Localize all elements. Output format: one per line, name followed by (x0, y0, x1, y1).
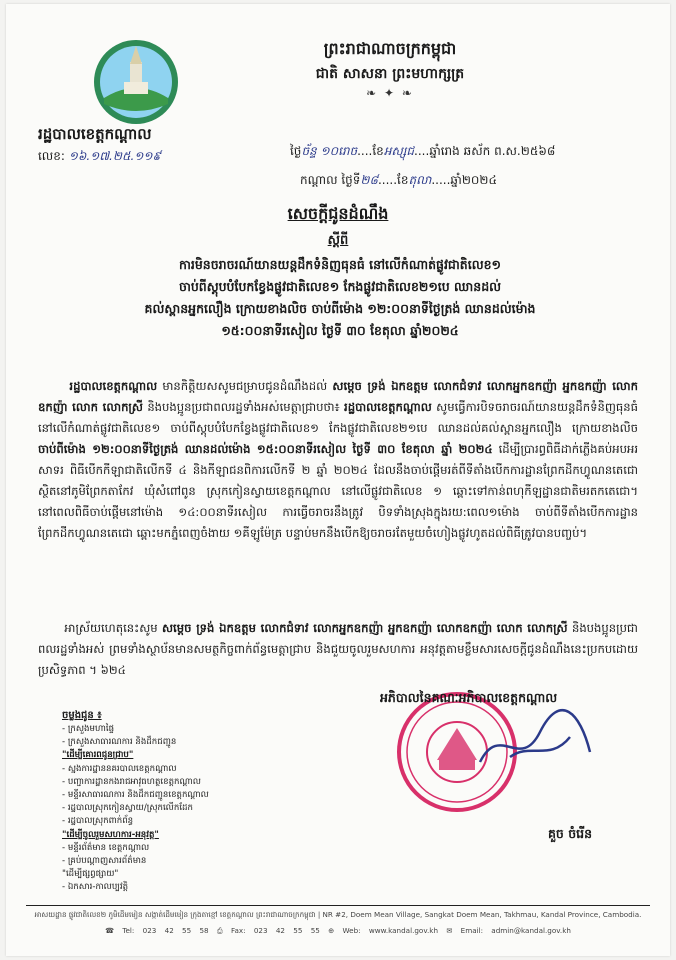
signature (470, 702, 600, 782)
footer-address: អាសយដ្ឋាន ផ្លូវជាតិលេខ២ ភូមិដើមមៀន សង្កាត់ដើមមៀន ក្រុងតាខ្មៅ ខេត្តកណ្តាល ព្រះរាជាណាចក្រកម្ពុជា | NR #2, Doem Mean Village, Sangkat Doem Mean, Takhmau, Kandal Province, Cambodia. (34, 910, 642, 919)
recipient-item: - ក្រសួងសាធារណការ និងដឹកជញ្ជូន (62, 737, 177, 748)
recipient-item: - ស្នងការដ្ឋាននគរបាលខេត្តកណ្តាល (62, 763, 177, 774)
body-text: មានកិត្តិយសសូមជម្រាបជូនដំណឹងដល់ (157, 379, 333, 393)
body-text: សម្តេច ទ្រង់ ឯកឧត្តម លោកជំទាវ លោកអ្នកឧកញ៉ា អ្នកឧកញ៉ា លោកឧកញ៉ា លោក លោកស្រី (38, 379, 638, 414)
ornament: ❧ ✦ ❧ (366, 86, 414, 100)
globe-icon: ⊕ (328, 926, 335, 935)
recipient-item: - ក្រសួងមហាផ្ទៃ (62, 724, 115, 734)
footer-email[interactable]: Email: admin@kandal.gov.kh (460, 926, 571, 935)
recipient-item: - រដ្ឋបាលស្រុកកៀនស្វាយ/ស្រុកលើកដែក (62, 803, 193, 814)
signer-name: គួច ចំរើន (548, 826, 593, 841)
recipient-item: - គ្រប់បណ្តាញសារព័ត៌មាន (62, 856, 147, 867)
subject-line: ១៥:០០នាទីរសៀល ថ្ងៃទី ៣០ ខែតុលា ឆ្នាំ២០២៤ (221, 323, 459, 338)
recipient-item: "ដើម្បីផ្សព្វផ្សាយ" (62, 869, 119, 880)
subject-line: ការមិនចរាចរណ៍យានយន្តដឹកទំនិញធុនធំ នៅលើកំណាត់ផ្លូវជាតិលេខ១ (178, 257, 502, 272)
body-text: និងបងប្អូនប្រជាពលរដ្ឋទាំងអស់ ព្រមទាំងស្ថាប័នមានសមត្ថកិច្ចពាក់ព័ន្ធមេត្តាជ្រាប និងជួយចូលរួមសហការ អនុវត្តតាមខ្លឹមសារសេចក្តីជូនដំណឹងនេះប្រកបដោយប្រសិទ្ធភាព ។ ៦២៤ (38, 621, 638, 677)
lunar-prefix: ថ្ងៃ (290, 144, 302, 158)
lunar-date: ថ្ងៃច័ន្ទ ១០រោច....ខែអស្សុជ....ឆ្នាំរោង ឆស័ក ព.ស.២៥៦៨ (290, 144, 556, 158)
recipient-item: - មន្ទីរសាធារណការ និងដឹកជញ្ជូនខេត្តកណ្តាល (62, 790, 209, 801)
body-text: ដើម្បីប្រារព្ធពិធីដាក់ភ្លើងគប់អបអរសាទរ ពិធីបើកកីឡាជាតិលើកទី ៤ និងកីឡាជនពិការលើកទី ២ ឆ្នាំ ២០២៤ ដែលនឹងចាប់ផ្តើមរត់ពីទីតាំងបើកការដ្ឋានព្រែកដីកហ្វូណនតេជោ ស្ថិតនៅភូមិព្រែកតាកែវ ឃុំសំពៅពូន ស្រុកកៀនស្វាយខេត្តកណ្តាល នៅលើផ្លូវជាតិលេខ ១ ឆ្ពោះទៅកាន់ពហុកីឡដ្ឋានជាតិមរតកតេជោ។ នៅពេលពិធីចាប់ផ្តើមនៅម៉ោង ១៤:០០នាទីរសៀល ការធ្វើចរាចរនឹងត្រូវ បិទទាំងស្រុងក្នុងរយ:ពេល១ម៉ោង ចាប់ពីទីតាំងបើកការដ្ឋានព្រែកដីកហ្វូណនតេជោ ឆ្ពោះមកភ្នំពេញចំងាយ ១គីឡូម៉ែត្រ បន្ទាប់មកនឹងបើកឱ្យចរាចរតែមួយចំហៀងផ្លូវហូតដល់ពិធីត្រូវបានបញ្ចប់។ (38, 442, 638, 540)
signer-title: អភិបាលនៃគណៈអភិបាលខេត្តកណ្តាល (380, 690, 558, 705)
footer-web[interactable]: Web: www.kandal.gov.kh (342, 926, 439, 935)
lunar-month-label: ខែ (372, 144, 384, 158)
lunar-year: ឆ្នាំរោង ឆស័ក ព.ស.២៥៦៨ (429, 144, 556, 158)
reference-number (38, 148, 161, 166)
body-text: រដ្ឋបាលខេត្តកណ្តាល (344, 400, 432, 414)
body-text: អាស្រ័យហេតុនេះសូម (64, 621, 163, 635)
fax-icon: ⎙ (216, 926, 223, 935)
recipient-item: - បញ្ជាការដ្ឋានកងរាជអាវុធហត្ថខេត្តកណ្តាល (62, 776, 201, 787)
solar-date: កណ្តាល ថ្ងៃទី២៨.....ខែតុលា.....ឆ្នាំ២០២៤ (300, 173, 497, 187)
solar-year: ឆ្នាំ២០២៤ (450, 173, 497, 187)
reference-label: លេខ: (38, 149, 65, 163)
closing-paragraph (38, 618, 638, 681)
lunar-day: ច័ន្ទ ១០រោច (301, 144, 358, 158)
kingdom-heading: ព្រះរាជាណាចក្រកម្ពុជា (323, 39, 457, 58)
about-label: ស្តីពី (327, 233, 349, 248)
body-text: រដ្ឋបាលខេត្តកណ្តាល (69, 379, 158, 393)
issuing-office: រដ្ឋបាលខេត្តកណ្តាល (38, 125, 152, 143)
subject-line: គល់ស្ពានអ្នកលឿង ក្រោយខាងលិច ចាប់ពីម៉ោង ១២:០០នាទីថ្ងៃត្រង់ ឈានដល់ម៉ោង (144, 301, 536, 316)
footer-tel: Tel: 023 42 55 58 (122, 926, 209, 935)
solar-prefix: កណ្តាល ថ្ងៃទី (300, 173, 361, 187)
solar-month: តុលា (408, 173, 432, 187)
province-logo (92, 38, 180, 126)
solar-day: ២៨ (360, 173, 378, 187)
body-text: និងបងប្អូនប្រជាពលរដ្ឋទាំងអស់មេត្តាជ្រាបថា៖ (142, 400, 345, 414)
recipient-item: - ឯកសារ-កាលប្បវត្តិ (62, 882, 129, 893)
recipient-item: - រដ្ឋបាលស្រុកពាក់ព័ន្ធ (62, 816, 134, 827)
solar-month-label: ខែ (397, 173, 409, 187)
recipients-heading: ចម្លងជូន ៖ (62, 710, 102, 721)
recipients-subheading: "ដើម្បីគោរពជូនជ្រាប" (62, 750, 134, 761)
body-paragraph (38, 376, 638, 544)
mail-icon: ✉ (446, 926, 453, 935)
footer-contacts (0, 926, 676, 936)
footer-divider (26, 905, 650, 906)
recipient-item: - មន្ទីរព័ត៌មាន ខេត្តកណ្តាល (62, 842, 150, 853)
body-text: សម្តេច ទ្រង់ ឯកឧត្តម លោកជំទាវ លោកអ្នកឧកញ៉ា អ្នកឧកញ៉ា លោកឧកញ៉ា លោក លោកស្រី (162, 621, 568, 635)
body-text: ចាប់ពីម៉ោង ១២:០០នាទីថ្ងៃត្រង់ ឈានដល់ម៉ោង ១៥:០០នាទីរសៀល ថ្ងៃទី ៣០ ខែតុលា ឆ្នាំ ២០២៤ (38, 442, 493, 456)
document-title: សេចក្តីជូនដំណឹង (287, 204, 389, 223)
body-text: សូមធ្វើការបិទចរាចរណ៍យានយន្តដឹកទំនិញធុនធំ នៅលើកំណាត់ផ្លូវជាតិលេខ១ ចាប់ពីស្តុបបំបែកខ្វែងផ្លូវជាតិលេខ១ កែងផ្លូវជាតិលេខ២១បេ ឈានដល់គល់ស្ពានអ្នកលឿង ក្រោយខាងលិច (38, 400, 638, 435)
reference-value: ១៦.១៧.២៥.១១៩ (68, 149, 161, 163)
copy-recipients (62, 708, 282, 895)
subject-line: ចាប់ពីស្តុបបំបែកខ្វែងផ្លូវជាតិលេខ១ កែងផ្លូវជាតិលេខ២១បេ ឈានដល់ (178, 279, 502, 294)
subject (70, 254, 610, 342)
phone-icon: ☎ (105, 926, 115, 935)
footer-fax: Fax: 023 42 55 55 (231, 926, 320, 935)
national-motto: ជាតិ សាសនា ព្រះមហាក្សត្រ (315, 66, 465, 82)
recipients-subheading: "ដើម្បីចូលរួមសហការ-អនុវត្ត" (62, 829, 159, 840)
lunar-month: អស្សុជ (383, 144, 415, 158)
